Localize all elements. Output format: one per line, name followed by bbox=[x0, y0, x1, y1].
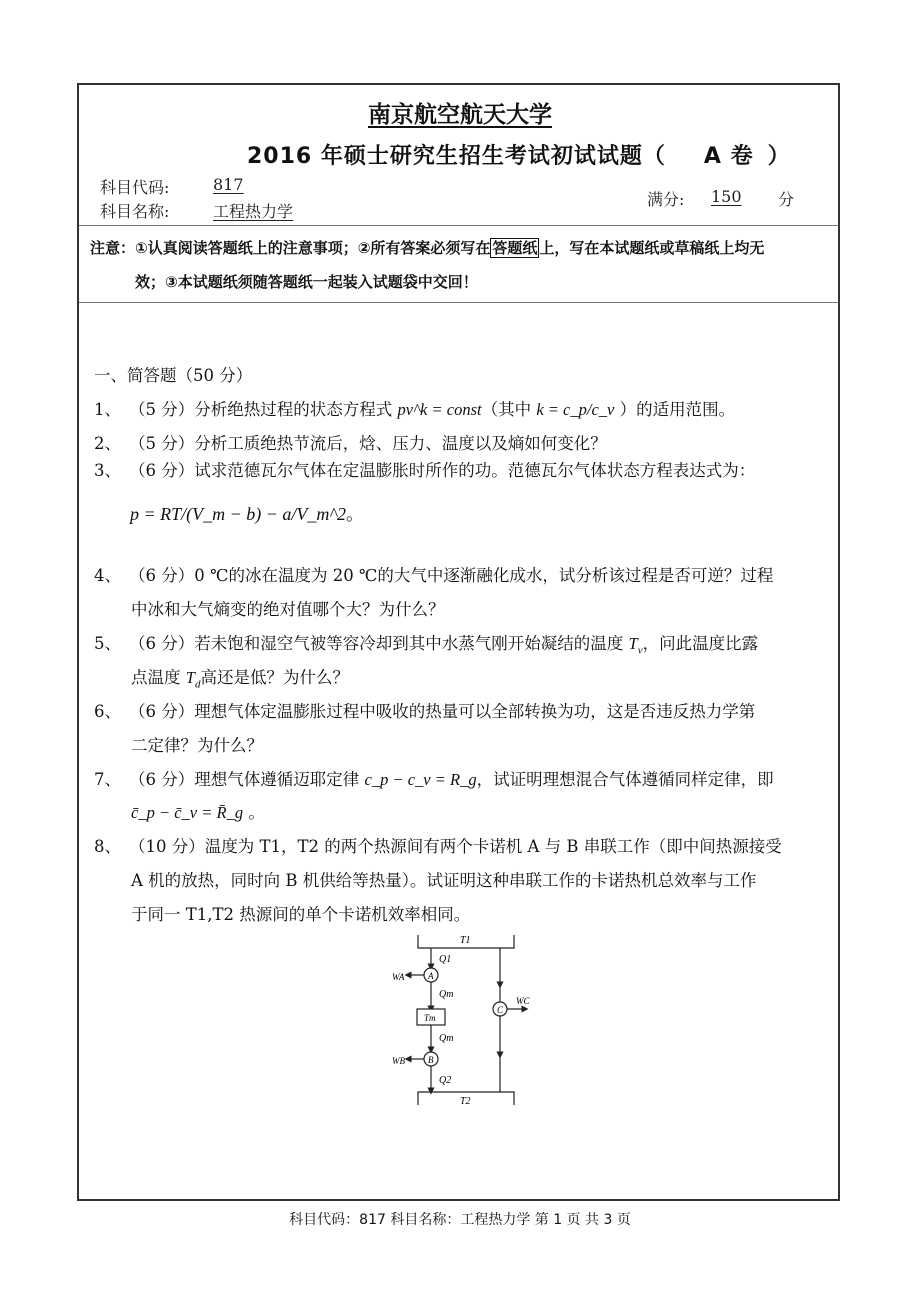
var-td bbox=[185, 668, 201, 691]
formula-mayer: c_p − c_v = R_g bbox=[364, 770, 477, 789]
qm-top-label: Qm bbox=[439, 989, 454, 1000]
qm-bottom-label: Qm bbox=[439, 1033, 454, 1044]
question-text: 温度为 T1，T2 的两个热源间有两个卡诺机 A 与 B 串联工作（即中间热源接受 bbox=[204, 837, 782, 856]
carnot-diagram bbox=[360, 925, 540, 1115]
subject-code-value: 817 bbox=[213, 175, 244, 194]
question-text: 若未饱和湿空气被等容冷却到其中水蒸气刚开始凝结的温度 bbox=[194, 634, 624, 653]
q2-label: Q2 bbox=[439, 1075, 452, 1086]
var-tv-subscript: v bbox=[637, 644, 643, 657]
question-text: ）的适用范围。 bbox=[619, 400, 736, 419]
full-score-value: 150 bbox=[711, 187, 742, 206]
question-text: ，试证明理想混合气体遵循同样定律，即 bbox=[476, 770, 774, 789]
question-text: 分析工质绝热节流后，焓、压力、温度以及熵如何变化？ bbox=[194, 434, 607, 453]
question-8-line-2: A 机的放热，同时向 B 机供给等热量）。试证明这种串联工作的卡诺热机总效率与工作 bbox=[131, 871, 757, 890]
notice-text: 上，写在本试题纸或草稿纸上均无 bbox=[539, 239, 765, 257]
question-points: （6 分） bbox=[129, 770, 195, 789]
question-4-line-2: 中冰和大气熵变的绝对值哪个大？为什么？ bbox=[131, 600, 445, 619]
var-td-letter: T bbox=[185, 668, 195, 687]
question-5 bbox=[94, 630, 758, 656]
var-td-subscript: d bbox=[194, 678, 201, 691]
var-tv-letter: T bbox=[628, 634, 638, 653]
question-points: （6 分） bbox=[129, 702, 195, 721]
question-2 bbox=[94, 430, 607, 454]
question-points: （6 分） bbox=[129, 461, 195, 480]
subject-name-value: 工程热力学 bbox=[213, 202, 294, 221]
question-6-line-2: 二定律？为什么？ bbox=[131, 736, 263, 755]
notice-text: 注意：①认真阅读答题纸上的注意事项；②所有答案必须写在 bbox=[90, 239, 491, 257]
question-number: 7、 bbox=[94, 770, 121, 789]
question-text: 理想气体遵循迈耶定律 bbox=[194, 770, 360, 789]
question-8-line-3: 于同一 T1,T2 热源间的单个卡诺机效率相同。 bbox=[131, 905, 471, 924]
wb-label: WB bbox=[392, 1056, 405, 1066]
question-text: （其中 bbox=[481, 400, 532, 419]
question-points: （6 分） bbox=[129, 566, 195, 585]
q1-label: Q1 bbox=[439, 954, 452, 965]
question-text: 理想气体定温膨胀过程中吸收的热量可以全部转换为功，这是否违反热力学第 bbox=[194, 702, 756, 721]
formula-van-der-waals: p = RT/(V_m − b) − a/V_m^2 bbox=[130, 504, 347, 524]
divider bbox=[79, 302, 839, 303]
full-score-unit: 分 bbox=[778, 190, 795, 209]
paper-version-close: ） bbox=[767, 144, 791, 169]
question-text: 高还是低？为什么？ bbox=[200, 668, 349, 687]
exam-title-text: 2016 年硕士研究生招生考试初试试题（ bbox=[247, 144, 666, 169]
question-8 bbox=[94, 833, 782, 857]
question-number: 4、 bbox=[94, 566, 121, 585]
notice-line-2: 效；③本试题纸须随答题纸一起装入试题袋中交回！ bbox=[135, 273, 478, 291]
paper-version: A 卷 bbox=[703, 144, 754, 169]
section-title: 一、简答题（50 分） bbox=[94, 366, 253, 385]
formula-k: k = c_p/c_v bbox=[536, 400, 615, 419]
formula-mayer-mixture: c̄_p − c̄_v = R̄_g bbox=[131, 803, 244, 822]
question-number: 8、 bbox=[94, 837, 121, 856]
question-5-line-2 bbox=[131, 664, 349, 690]
question-text: 点温度 bbox=[131, 668, 181, 687]
engine-c-label: C bbox=[497, 1005, 504, 1015]
question-text: 0 ℃的冰在温度为 20 ℃的大气中逐渐融化成水，试分析该过程是否可逆？过程 bbox=[194, 566, 774, 585]
wc-label: WC bbox=[516, 996, 530, 1006]
notice-line-1 bbox=[90, 237, 764, 258]
question-1 bbox=[94, 396, 735, 420]
question-text: 分析绝热过程的状态方程式 bbox=[194, 400, 393, 419]
question-text: 试求范德瓦尔气体在定温膨胀时所作的功。范德瓦尔气体状态方程表达式为： bbox=[194, 461, 756, 480]
question-number: 5、 bbox=[94, 634, 121, 653]
question-4 bbox=[94, 562, 773, 586]
question-text: ，问此温度比露 bbox=[642, 634, 759, 653]
formula-van-der-waals-line bbox=[130, 500, 364, 526]
var-tv bbox=[628, 634, 643, 657]
question-number: 6、 bbox=[94, 702, 121, 721]
formula-end: 。 bbox=[346, 504, 365, 525]
exam-title bbox=[247, 139, 791, 170]
question-number: 2、 bbox=[94, 434, 121, 453]
question-number: 3、 bbox=[94, 461, 121, 480]
question-number: 1、 bbox=[94, 400, 121, 419]
university-name bbox=[0, 96, 920, 129]
question-points: （10 分） bbox=[129, 837, 205, 856]
t2-label: T2 bbox=[460, 1096, 471, 1107]
question-7-line-2 bbox=[131, 799, 265, 823]
page-footer: 科目代码：817 科目名称：工程热力学 第 1 页 共 3 页 bbox=[289, 1212, 631, 1228]
university-name-text: 南京航空航天大学 bbox=[368, 102, 552, 128]
divider bbox=[79, 225, 839, 226]
question-points: （6 分） bbox=[129, 634, 195, 653]
notice-boxed-text: 答题纸 bbox=[492, 239, 538, 257]
wa-label: WA bbox=[392, 972, 405, 982]
question-points: （5 分） bbox=[129, 434, 195, 453]
tm-label: Tm bbox=[424, 1013, 436, 1023]
engine-b-label: B bbox=[428, 1055, 434, 1065]
formula-adiabatic: pv^k = const bbox=[397, 400, 482, 419]
subject-name-label: 科目名称: bbox=[100, 202, 170, 221]
question-points: （5 分） bbox=[129, 400, 195, 419]
question-7 bbox=[94, 766, 774, 790]
formula-end: 。 bbox=[248, 803, 265, 822]
question-6 bbox=[94, 698, 755, 722]
t1-label: T1 bbox=[460, 935, 471, 946]
engine-a-label: A bbox=[428, 971, 434, 981]
full-score-label: 满分: bbox=[647, 190, 685, 209]
subject-code-label: 科目代码: bbox=[100, 178, 170, 197]
question-3 bbox=[94, 457, 755, 481]
